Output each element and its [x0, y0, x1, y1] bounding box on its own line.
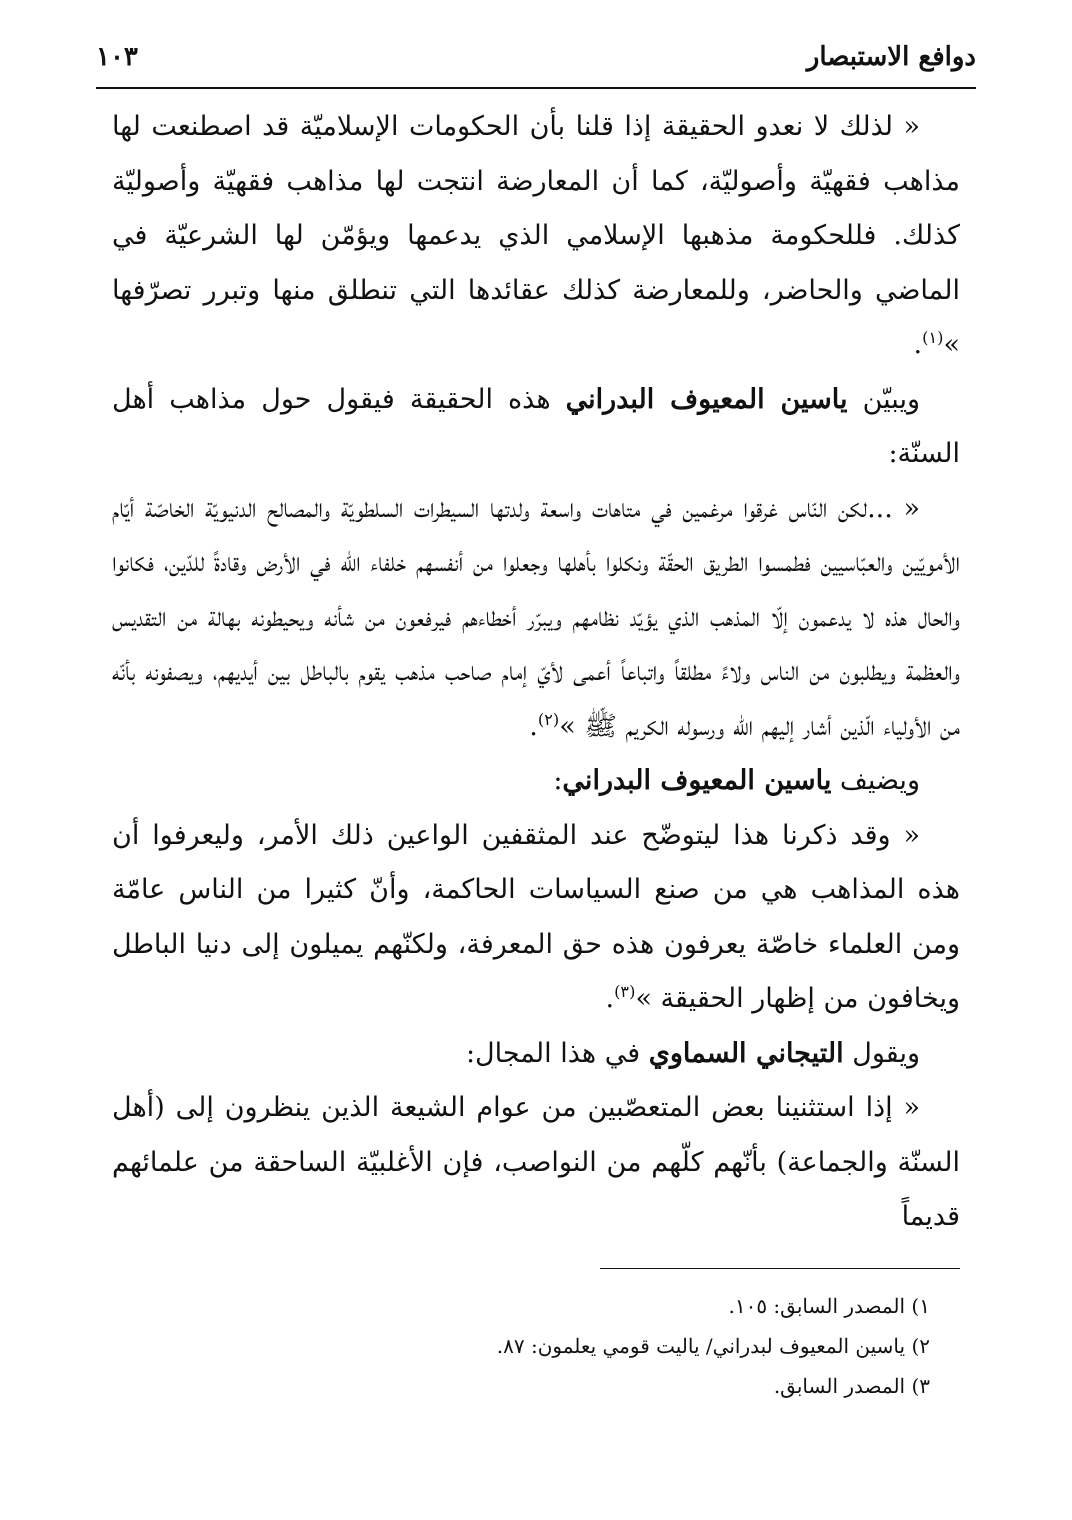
header-rule	[96, 87, 976, 89]
author-name-tijani: التيجاني السماوي	[648, 1037, 844, 1069]
paragraph-quote-4	[112, 1081, 960, 1245]
intro-badrani-2-post: :	[553, 765, 563, 796]
quote-2-text: « ...لكن النّاس غرقوا مرغمين في متاهات واسعة ولدتها السيطرات السلطويّة والمصالح الدنيويّة الخاصّة أيّام الأمويّين والعبّاسيين فطمسوا الطريق الحقّة ونكلوا بأهلها وجعلوا من أنفسهم خلفاء الله في الأرض وقادةً للدّين، فكانوا والحال هذه لا يدعمون إلّا المذهب الذي يؤيّد نظامهم ويبرّر أخطاءهم فيرفعون من شأنه ويحيطونه بهالة من التقديس والعظمة ويطلبون من الناس ولاءً مطلقاً واتباعاً أعمى لأيّ إمام صاحب مذهب يقوم بالباطل بين أيديهم، ويصفونه بأنّه من الأولياء الّذين أشار إليهم الله ورسوله الكريم ﷺ »	[112, 492, 960, 742]
footnotes	[112, 1286, 960, 1406]
paragraph-quote-3: « وقد ذكرنا هذا ليتوضّح عند المثقفين الواعين ذلك الأمر، وليعرفوا أن هذه المذاهب هي من صنع السياسات الحاكمة، وأنّ كثيرا من الناس عامّة ومن العلماء خاصّة يعرفون هذه حق المعرفة، ولكنّهم يميلون إلى دنيا الباطل ويخافون من إظهار الحقيقة »$^{(٣)}$.	[112, 819, 960, 1014]
footnote-ref-2: (٢)	[537, 709, 560, 729]
paragraph-intro-badrani	[112, 373, 960, 482]
intro-badrani-pre: ويبيّن	[847, 383, 921, 415]
author-name-badrani-2: ياسين المعيوف البدراني	[562, 765, 832, 796]
running-title: دوافع الاستبصار	[806, 42, 976, 72]
footnote-ref-3: (٣)	[614, 982, 636, 1001]
main-text	[112, 100, 960, 1245]
intro-badrani-post: هذه الحقيقة فيقول حول مذاهب أهل السنّة:	[112, 383, 960, 469]
intro-tijani-pre: ويقول	[843, 1037, 920, 1069]
intro-badrani-2-pre: ويضيف	[831, 765, 920, 796]
author-name-badrani: ياسين المعيوف البدراني	[565, 383, 848, 415]
footnote-3: ٣) المصدر السابق.	[773, 1374, 930, 1398]
quote-1-text: « لذلك لا نعدو الحقيقة إذا قلنا بأن الحكومات الإسلاميّة قد اصطنعت لها مذاهب فقهيّة وأصوليّة، كما أن المعارضة انتجت لها مذاهب فقهيّة وأصوليّة كذلك. فللحكومة مذهبها الإسلامي الذي يدعمها ويؤمّن لها الشرعيّة في الماضي والحاضر، وللمعارضة كذلك عقائدها التي تنطلق منها وتبرر تصرّفها »	[112, 111, 960, 360]
paragraph-intro-badrani-2	[112, 754, 960, 809]
footnote-ref-1: (١)	[922, 328, 944, 347]
running-header	[96, 32, 976, 82]
quote-3-text: « وقد ذكرنا هذا ليتوضّح عند المثقفين الواعين ذلك الأمر، وليعرفوا أن هذه المذاهب هي من صنع السياسات الحاكمة، وأنّ كثيرا من الناس عامّة ومن العلماء خاصّة يعرفون هذه حق المعرفة، ولكنّهم يميلون إلى دنيا الباطل ويخافون من إظهار الحقيقة »	[112, 819, 960, 1014]
page-number: ١٠٣	[96, 42, 138, 72]
footnote-1: ١) المصدر السابق: ١٠٥.	[728, 1294, 930, 1318]
paragraph-quote-1: « لذلك لا نعدو الحقيقة إذا قلنا بأن الحكومات الإسلاميّة قد اصطنعت لها مذاهب فقهيّة وأصوليّة، كما أن المعارضة انتجت لها مذاهب فقهيّة وأصوليّة كذلك. فللحكومة مذهبها الإسلامي الذي يدعمها ويؤمّن لها الشرعيّة في الماضي والحاضر، وللمعارضة كذلك عقائدها التي تنطلق منها وتبرر تصرّفها »$^{(١)}$.	[112, 111, 960, 360]
paragraph-quote-2: « ...لكن النّاس غرقوا مرغمين في متاهات واسعة ولدتها السيطرات السلطويّة والمصالح الدنيويّة الخاصّة أيّام الأمويّين والعبّاسيين فطمسوا الطريق الحقّة ونكلوا بأهلها وجعلوا من أنفسهم خلفاء الله في الأرض وقادةً للدّين، فكانوا والحال هذه لا يدعمون إلّا المذهب الذي يؤيّد نظامهم ويبرّر أخطاءهم فيرفعون من شأنه ويحيطونه بهالة من التقديس والعظمة ويطلبون من الناس ولاءً مطلقاً واتباعاً أعمى لأيّ إمام صاحب مذهب يقوم بالباطل بين أيديهم، ويصفونه بأنّه من الأولياء الّذين أشار إليهم الله ورسوله الكريم ﷺ »$^{(٢)}$.	[112, 492, 960, 742]
quote-4-text: « إذا استثنينا بعض المتعصّبين من عوام الشيعة الذين ينظرون إلى (أهل السنّة والجماعة) بأنّهم كلّهم من النواصب، فإن الأغلبيّة الساحقة من علمائهم قديماً	[112, 1092, 960, 1232]
intro-tijani-post: في هذا المجال:	[465, 1037, 649, 1069]
footnote-2: ٢) ياسين المعيوف لبدراني/ ياليت قومي يعلمون: ٨٧.	[496, 1334, 930, 1358]
paragraph-intro-tijani	[112, 1027, 960, 1082]
footnote-separator	[600, 1268, 960, 1269]
